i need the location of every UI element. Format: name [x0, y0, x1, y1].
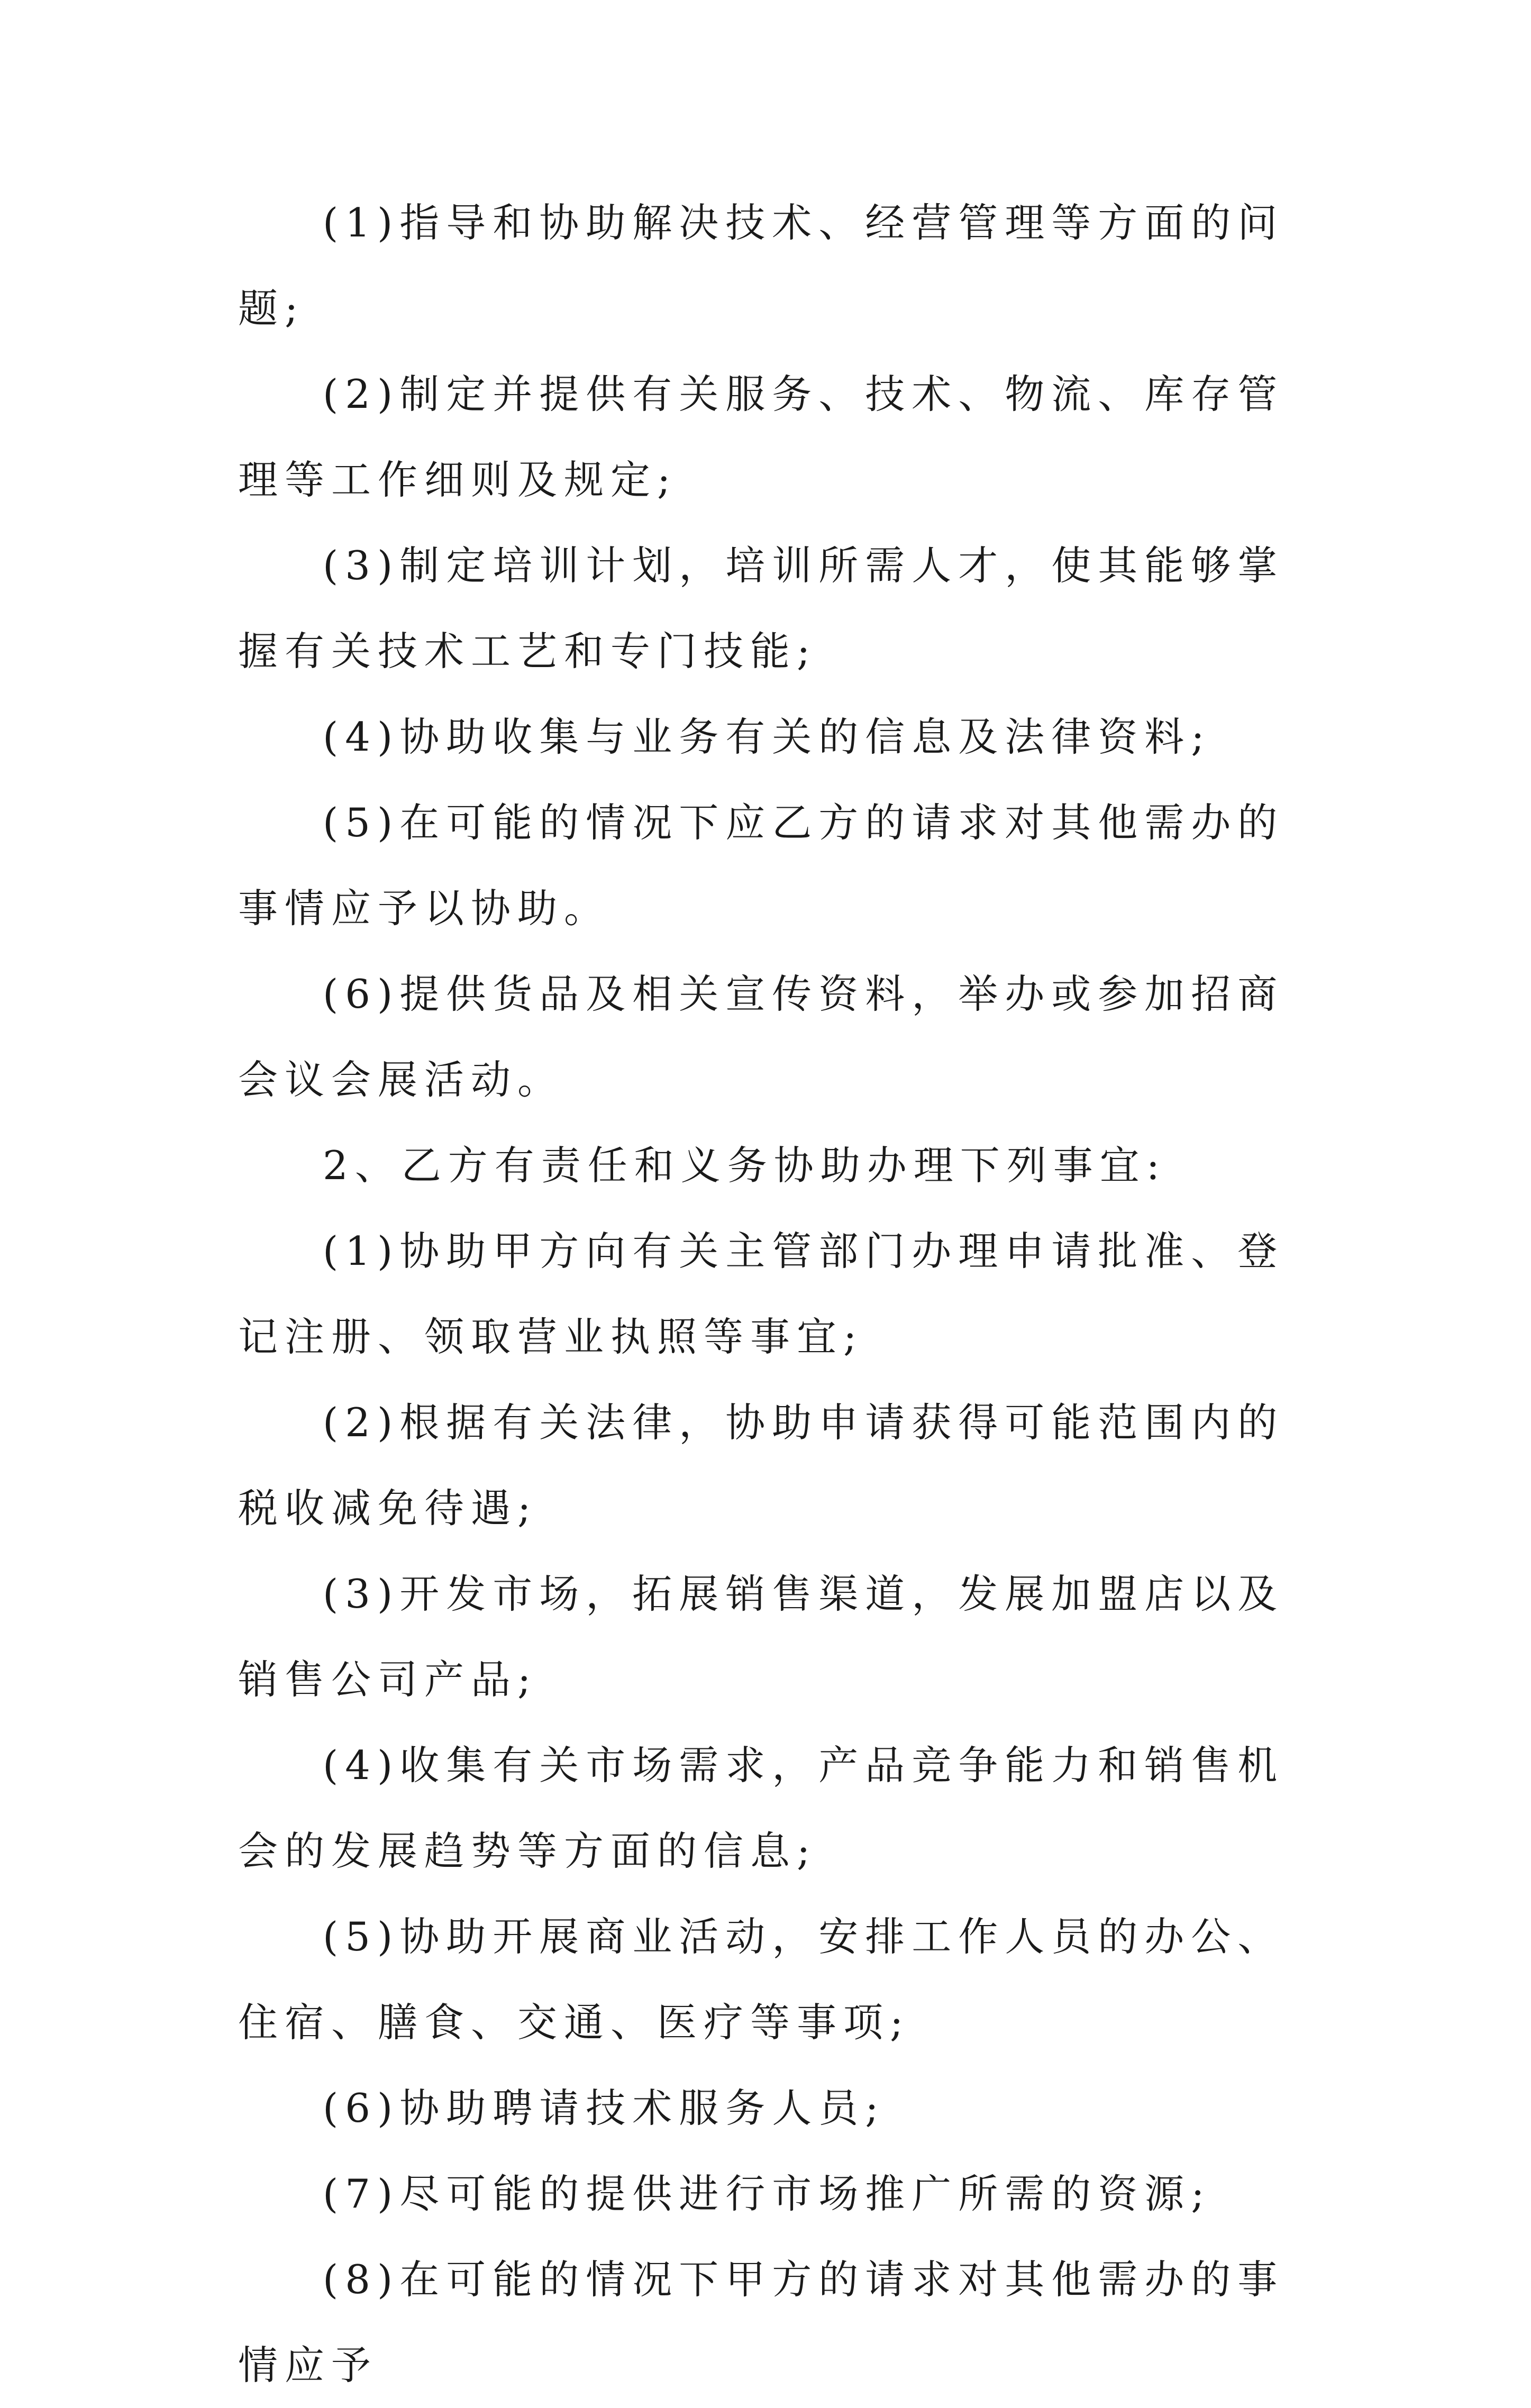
paragraph-2-3-market: (3)开发市场，拓展销售渠道，发展加盟店以及销售公司产品; [238, 1571, 1284, 1703]
paragraph-1-6-materials: (6)提供货品及相关宣传资料，举办或参加招商会议会展活动。 [238, 971, 1284, 1103]
paragraph-2-7-resources: (7)尽可能的提供进行市场推广所需的资源; [323, 2170, 1211, 2217]
paragraph-2-8-requests: (8)在可能的情况下甲方的请求对其他需办的事情应予 [238, 2256, 1284, 2388]
paragraph-1-1-guidance: (1)指导和协助解决技术、经营管理等方面的问题; [238, 199, 1284, 332]
paragraph-2-6-staffing: (6)协助聘请技术服务人员; [323, 2085, 886, 2131]
paragraph-2-4-research: (4)收集有关市场需求，产品竞争能力和销售机会的发展趋势等方面的信息; [238, 1742, 1284, 1874]
paragraph-1-4-information: (4)协助收集与业务有关的信息及法律资料; [323, 714, 1211, 760]
paragraph-1-3-training: (3)制定培训计划，培训所需人才，使其能够掌握有关技术工艺和专门技能; [238, 542, 1284, 674]
document-body [238, 180, 1312, 2408]
paragraph-2-5-logistics: (5)协助开展商业活动，安排工作人员的办公、住宿、膳食、交通、医疗等事项; [238, 1913, 1284, 2046]
paragraph-1-5-assistance: (5)在可能的情况下应乙方的请求对其他需办的事情应予以协助。 [238, 799, 1284, 932]
paragraph-2-2-tax: (2)根据有关法律，协助申请获得可能范围内的税收减免待遇; [238, 1399, 1284, 1531]
paragraph-2-1-registration: (1)协助甲方向有关主管部门办理申请批准、登记注册、领取营业执照等事宜; [238, 1228, 1284, 1360]
paragraph-2-heading: 2、乙方有责任和义务协助办理下列事宜: [323, 1142, 1167, 1189]
paragraph-1-2-rules: (2)制定并提供有关服务、技术、物流、库存管理等工作细则及规定; [238, 371, 1284, 503]
